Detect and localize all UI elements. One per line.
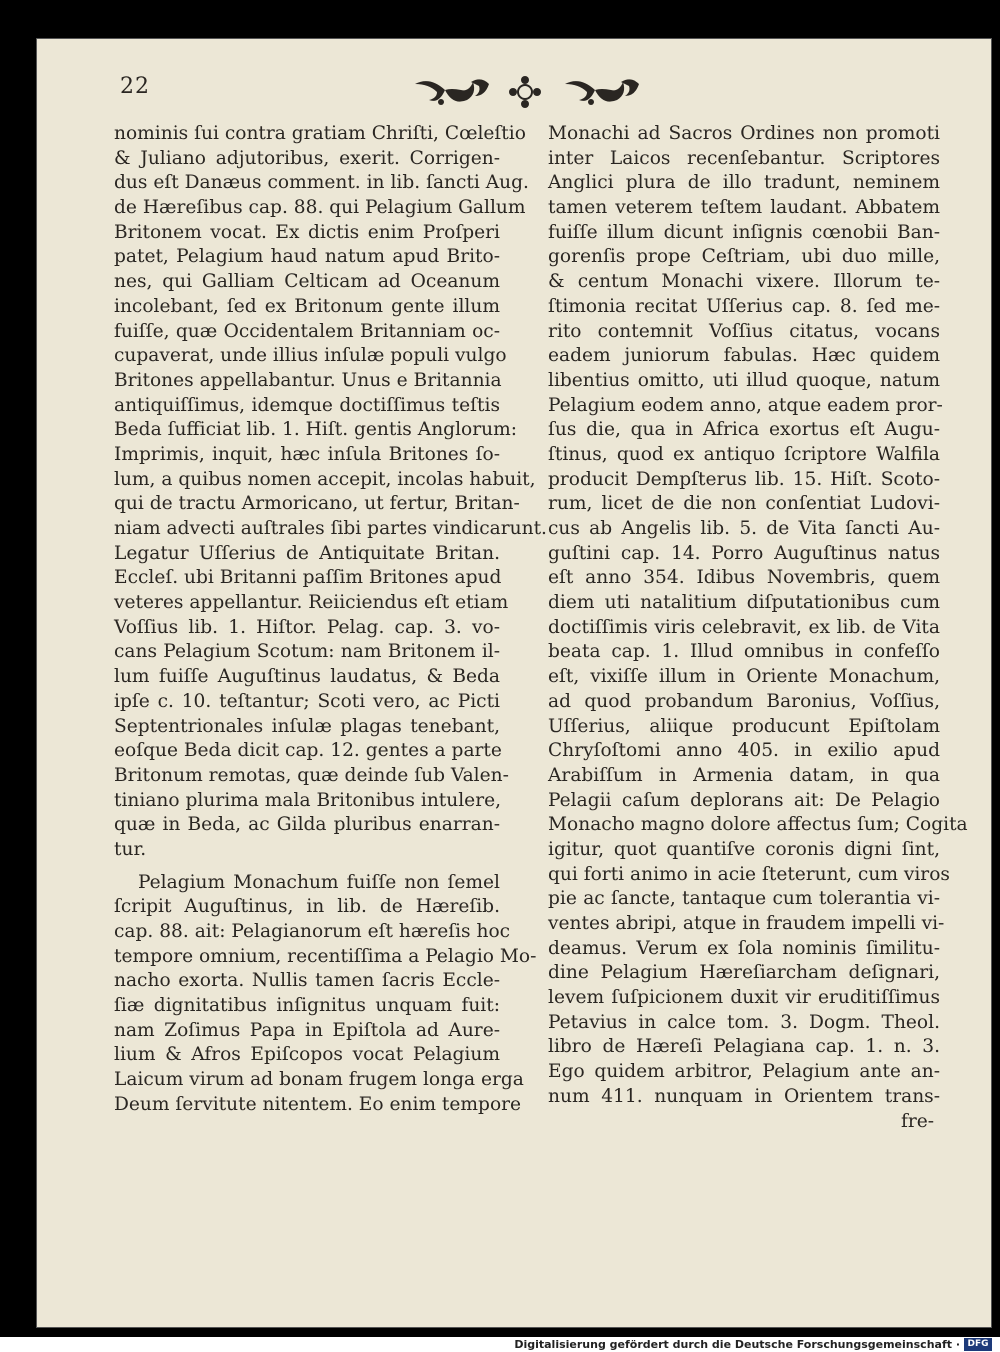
text-line: beata cap. 1. Illud omnibus in confeſſo — [548, 641, 940, 663]
footer-credit: Digitalisierung gefördert durch die Deutsche Forschungsgemeinschaft · — [514, 1338, 960, 1351]
text-line: Monachi ad Sacros Ordines non promoti — [548, 123, 940, 144]
text-line: de Hæreſibus cap. 88. qui Pelagium Gallum — [114, 197, 526, 219]
left-paragraph-2 — [114, 871, 537, 1118]
text-line: Eccleſ. ubi Britanni paſſim Britones apud — [114, 567, 502, 589]
text-line: ſcripit Auguſtinus, in lib. de Hæreſib. — [114, 896, 500, 918]
text-line: Anglici plura de illo tradunt, neminem — [548, 172, 940, 194]
catchword: fre- — [900, 1110, 934, 1132]
text-line: Britonum remotas, quæ deinde ſub Valen- — [114, 764, 509, 786]
text-line: libro de Hæreſi Pelagiana cap. 1. n. 3. — [548, 1036, 940, 1058]
text-line: eadem juniorum fabulas. Hæc quidem — [548, 345, 940, 367]
text-line: & centum Monachi vixere. Illorum te- — [548, 271, 940, 293]
text-line: dine Pelagium Hæreſiarcham deſignari, — [548, 962, 940, 984]
text-line: Britones appellabantur. Unus e Britannia — [114, 369, 502, 391]
text-line: Laicum virum ad bonam frugem longa erga — [114, 1069, 524, 1091]
text-line: ſus die, qua in Africa exortus eſt Augu- — [548, 419, 940, 441]
text-line: eſt, vixiſſe illum in Oriente Monachum, — [548, 666, 940, 688]
text-line: lum, a quibus nomen accepit, incolas habuit, — [114, 468, 536, 490]
text-line: nes, qui Galliam Celticam ad Oceanum — [114, 271, 500, 293]
text-line: ventes abripi, atque in fraudem impelli vi- — [548, 913, 945, 934]
text-line: Septentrionales inſulæ plagas tenebant, — [114, 715, 500, 737]
text-line: ſtimonia recitat Uſſerius cap. 8. ſed me- — [548, 295, 940, 317]
text-line: Legatur Uſſerius de Antiquitate Britan. — [114, 542, 500, 564]
text-line: tiniano plurima mala Britonibus intulere, — [114, 789, 501, 811]
text-line: Uſſerius, aliique producunt Epiſtolam — [548, 715, 940, 737]
text-line: quæ in Beda, ac Gilda pluribus enarran- — [114, 814, 500, 836]
text-line: nominis ſui contra gratiam Chriſti, Cœleſtio — [114, 123, 526, 144]
text-line: pie ac ſancte, tantaque cum tolerantia vi- — [548, 888, 940, 910]
text-line: Voſſius lib. 1. Hiſtor. Pelag. cap. 3. vo- — [114, 616, 500, 638]
text-line: Deum ſervitute nitentem. Eo enim tempore — [114, 1093, 522, 1115]
text-line: fuiſſe, quæ Occidentalem Britanniam oc- — [114, 320, 500, 342]
text-line: cap. 88. ait: Pelagianorum eſt hæreſis hoc — [114, 921, 511, 942]
text-line: doctiſſimis viris celebravit, ex lib. de Vita — [548, 616, 940, 638]
text-line: ſtinus, quod ex antiquo ſcriptore Walfila — [548, 443, 940, 465]
text-line: nam Zoſimus Papa in Epiſtola ad Aure- — [114, 1019, 500, 1041]
text-line: inter Laicos recenſebantur. Scriptores — [548, 147, 940, 169]
text-line: Chryſoſtomi anno 405. in exilio apud — [548, 740, 940, 762]
text-line: qui de tractu Armoricano, ut fertur, Britan- — [114, 493, 520, 515]
text-line: eoſque Beda dicit cap. 12. gentes a parte — [114, 740, 502, 762]
text-line: Pelagium Monachum fuiſſe non ſemel — [138, 871, 500, 893]
text-line: cus ab Angelis lib. 5. de Vita ſancti Au- — [548, 518, 940, 539]
text-line: lum fuiſſe Auguſtinus laudatus, & Beda — [114, 666, 500, 688]
text-line: Pelagium eodem anno, atque eadem pror- — [548, 394, 943, 416]
text-line: rum, licet de die non conſentiat Ludovi- — [548, 493, 940, 515]
text-line: veteres appellantur. Reiiciendus eſt etiam — [114, 592, 509, 614]
text-line: & Juliano adjutoribus, exerit. Corrigen- — [114, 147, 500, 169]
text-line: Petavius in calce tom. 3. Dogm. Theol. — [548, 1011, 940, 1033]
text-line: cans Pelagium Scotum: nam Britonem il- — [114, 641, 500, 663]
text-line: incolebant, ſed ex Britonum gente illum — [114, 295, 500, 317]
text-line: deamus. Verum ex ſola nominis ſimilitu- — [548, 937, 940, 959]
left-paragraph-1 — [114, 122, 547, 863]
right-paragraph — [548, 122, 968, 1110]
text-line: tur. — [114, 838, 147, 860]
text-line: patet, Pelagium haud natum apud Brito- — [114, 246, 500, 268]
text-line: nacho exorta. Nullis tamen ſacris Eccle- — [114, 970, 500, 992]
text-line: ſiæ dignitatibus inſignitus unquam fuit: — [114, 995, 500, 1017]
text-line: ipſe c. 10. teſtantur; Scoti vero, ac Picti — [114, 690, 500, 712]
text-line: num 411. nunquam in Orientem trans- — [548, 1085, 940, 1107]
text-line: levem ſuſpicionem duxit vir eruditiſſimus — [548, 987, 940, 1009]
text-line: Pelagii caſum deplorans ait: De Pelagio — [548, 789, 940, 811]
right-column — [548, 122, 968, 1134]
text-line: Imprimis, inquit, hæc inſula Britones ſo- — [114, 443, 500, 465]
text-line: lium & Afros Epiſcopos vocat Pelagium — [114, 1044, 500, 1066]
text-line: Ego quidem arbitror, Pelagium ante an- — [548, 1061, 940, 1083]
dfg-logo: DFG — [964, 1338, 992, 1351]
text-line: diem uti natalitium diſputationibus cum — [548, 592, 940, 614]
text-line: niam advecti auſtrales ſibi partes vindicarunt. — [114, 518, 547, 539]
text-line: cupaverat, unde illius inſulæ populi vulgo — [114, 345, 507, 367]
text-line: Arabiſſum in Armenia datam, in qua — [548, 764, 940, 786]
page-number: 22 — [120, 74, 150, 99]
text-line: Monacho magno dolore affectus ſum; Cogita — [548, 814, 968, 836]
ornament-vignette-icon — [405, 72, 645, 112]
left-column — [114, 122, 547, 1118]
text-line: tamen veterem teſtem laudant. Abbatem — [548, 197, 940, 219]
text-line: eſt anno 354. Idibus Novembris, quem — [548, 567, 940, 589]
text-line: fuiſſe illum dicunt inſignis cœnobii Ban- — [548, 221, 940, 243]
text-line: gorenſis prope Ceſtriam, ubi duo mille, — [548, 246, 940, 268]
text-line: tempore omnium, recentiſſima a Pelagio Mo- — [114, 945, 537, 967]
text-line: igitur, quot quantiſve coronis digni ſint, — [548, 838, 940, 860]
text-line: ad quod probandum Baronius, Voſſius, — [548, 690, 940, 712]
text-line: rito contemnit Voſſius citatus, vocans — [548, 320, 940, 342]
text-line: qui forti animo in acie ſteterunt, cum viros — [548, 863, 950, 885]
text-line: producit Dempſterus lib. 15. Hiſt. Scoto- — [548, 468, 940, 490]
text-line: dus eſt Danæus comment. in lib. ſancti Aug. — [114, 172, 529, 194]
text-line: Beda ſufficiat lib. 1. Hiſt. gentis Anglorum: — [114, 419, 517, 441]
footer-bar — [0, 1337, 1000, 1352]
text-line: guſtini cap. 14. Porro Auguſtinus natus — [548, 542, 940, 564]
text-line: libentius omitto, uti illud quoque, natum — [548, 369, 940, 391]
text-line: antiquiſſimus, idemque doctiſſimus teſtis — [114, 394, 500, 416]
text-line: Britonem vocat. Ex dictis enim Proſperi — [114, 221, 500, 243]
